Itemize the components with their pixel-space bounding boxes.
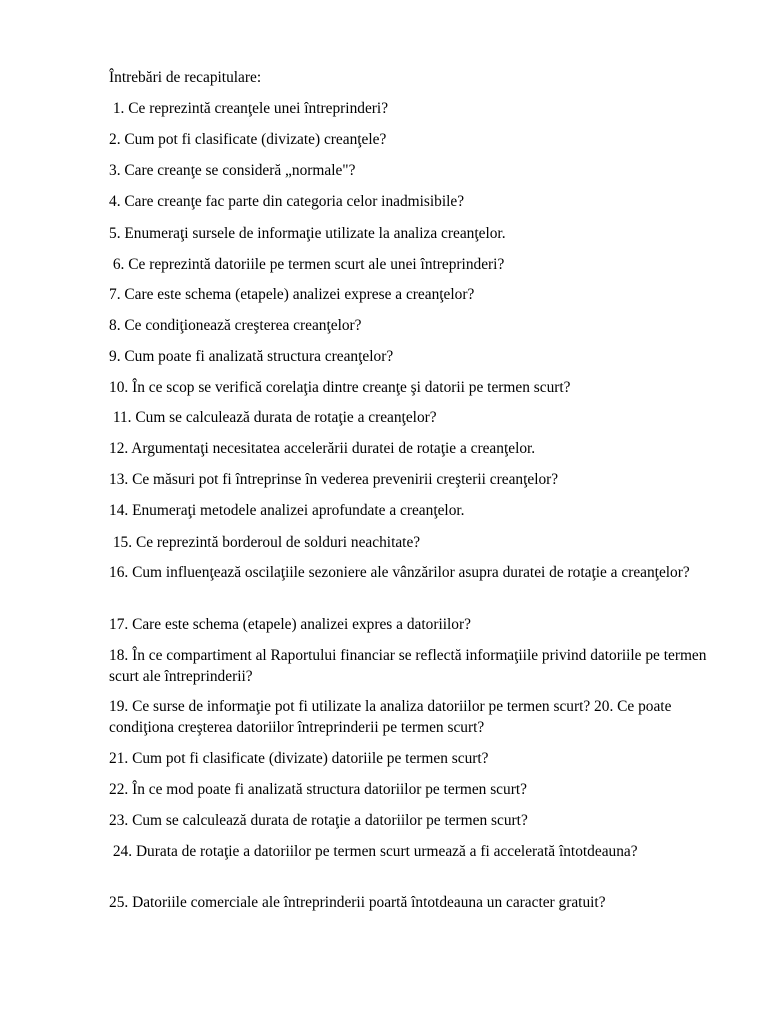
question-item: 11. Cum se calculează durata de rotaţie a creanţelor?	[109, 409, 437, 426]
question-item: 4. Care creanţe fac parte din categoria celor inadmisibile?	[109, 193, 465, 210]
question-item: 23. Cum se calculează durata de rotaţie a datoriilor pe termen scurt?	[109, 812, 528, 829]
question-item: 8. Ce condiţionează creşterea creanţelor?	[109, 317, 362, 334]
question-item: 3. Care creanţe se consideră „normale"?	[109, 162, 356, 179]
question-item: 24. Durata de rotaţie a datoriilor pe termen scurt urmează a fi accelerată întotdeauna?	[109, 843, 638, 860]
question-item: 10. În ce scop se verifică corelaţia dintre creanţe şi datorii pe termen scurt?	[109, 379, 571, 396]
question-item: 21. Cum pot fi clasificate (divizate) datoriile pe termen scurt?	[109, 750, 489, 767]
question-item: 7. Care este schema (etapele) analizei exprese a creanţelor?	[109, 286, 475, 303]
question-item: 22. În ce mod poate fi analizată structura datoriilor pe termen scurt?	[109, 781, 527, 798]
question-item: 2. Cum pot fi clasificate (divizate) creanţele?	[109, 131, 387, 148]
question-item: 5. Enumeraţi sursele de informaţie utilizate la analiza creanţelor.	[109, 225, 506, 242]
question-item: 9. Cum poate fi analizată structura creanţelor?	[109, 348, 394, 365]
question-item: 6. Ce reprezintă datoriile pe termen scurt ale unei întreprinderi?	[109, 256, 505, 273]
question-item: 14. Enumeraţi metodele analizei aprofundate a creanţelor.	[109, 502, 465, 519]
question-item: 19. Ce surse de informaţie pot fi utilizate la analiza datoriilor pe termen scurt? 20. Ce poate condiţiona creşterea datoriilor întreprinderii pe termen scurt?	[109, 698, 676, 736]
question-item: 18. În ce compartiment al Raportului financiar se reflectă informaţiile privind datoriile pe termen scurt ale întreprinderii?	[109, 647, 711, 685]
question-item: 13. Ce măsuri pot fi întreprinse în vederea prevenirii creşterii creanţelor?	[109, 471, 559, 488]
question-item: 12. Argumentaţi necesitatea accelerării duratei de rotaţie a creanţelor.	[109, 440, 536, 457]
question-item: 15. Ce reprezintă borderoul de solduri neachitate?	[109, 534, 421, 551]
question-item: 16. Cum influenţează oscilaţiile sezoniere ale vânzărilor asupra duratei de rotaţie a creanţelor?	[109, 564, 690, 581]
question-item: 25. Datoriile comerciale ale întreprinderii poartă întotdeauna un caracter gratuit?	[109, 894, 606, 911]
question-item: 17. Care este schema (etapele) analizei expres a datoriilor?	[109, 616, 471, 633]
question-item: 1. Ce reprezintă creanţele unei întreprinderi?	[109, 100, 389, 117]
document-title: Întrebări de recapitulare:	[109, 69, 262, 86]
